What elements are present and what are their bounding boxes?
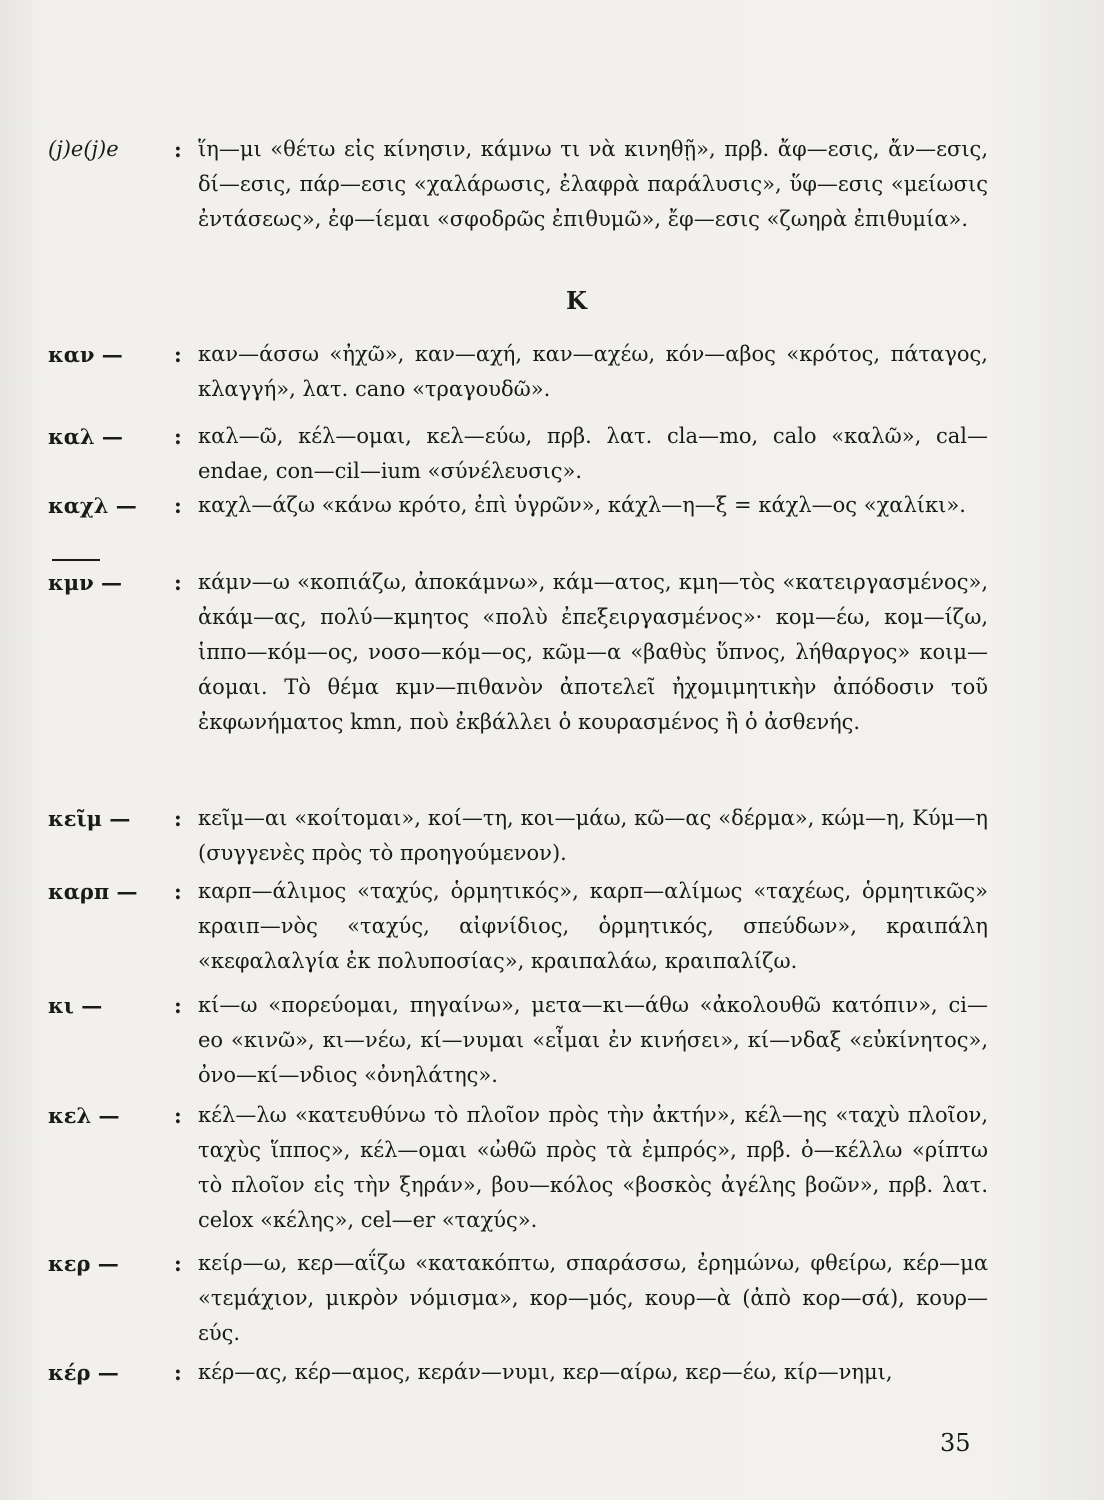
entry-definition: καρπ—άλιμος «ταχύς, ὁρμητικός», καρπ—αλίμως «ταχέως, ὁρμητικῶς» κραιπ—νὸς «ταχύς, αἰφνίδιος, ὁρμητικός, σπεύδων», κραιπάλη «κεφαλαλγία ἐκ πολυποσίας», κραιπαλάω, κραιπαλίζω. [198,879,988,973]
dictionary-entry [48,132,988,237]
dictionary-entry [48,801,988,871]
entry-definition: κεῖμ—αι «κοίτομαι», κοί—τη, κοι—μάω, κῶ—ας «δέρμα», κώμ—η, Κύμ—η (συγγενὲς πρὸς τὸ προηγούμενον). [198,806,988,865]
dictionary-entry [48,488,988,523]
entry-colon: : [174,806,182,831]
entry-colon: : [174,137,182,162]
entry-headword: καν — [48,342,123,367]
dictionary-entry [48,565,988,740]
page-number: 35 [940,1429,971,1457]
entry-colon: : [174,424,182,449]
entry-definition: κάμν—ω «κοπιάζω, ἀποκάμνω», κάμ—ατος, κμη—τὸς «κατειργασμένος», ἀκάμ—ας, πολύ—κμητος «πολὺ ἐπεξειργασμένος»· κομ—έω, κομ—ίζω, ἱππο—κόμ—ος, νοσο—κόμ—ος, κῶμ—α «βαθὺς ὕπνος, λήθαργος» κοιμ—άομαι. Τὸ θέμα κμν—πιθανὸν ἀποτελεῖ ἠχομιμητικὴν ἀπόδοσιν τοῦ ἐκφωνήματος kmn, ποὺ ἐκβάλλει ὁ κουρασμένος ἢ ὁ ἀσθενής. [198,570,988,734]
dictionary-entry [48,1098,988,1238]
dictionary-entry [48,988,988,1093]
entry-colon: : [174,879,182,904]
entry-definition: καλ—ῶ, κέλ—ομαι, κελ—εύω, πρβ. λατ. cla—mo, calo «καλῶ», cal—endae, con—cil—ium «σύνέλευσις». [198,424,988,483]
entry-colon: : [174,570,182,595]
overbar-rule [52,559,100,561]
entry-definition: καν—άσσω «ἠχῶ», καν—αχή, καν—αχέω, κόν—αβος «κρότος, πάταγος, κλαγγή», λατ. cano «τραγουδῶ». [198,342,988,401]
entry-colon: : [174,1251,182,1276]
entry-colon: : [174,342,182,367]
dictionary-entry [48,337,988,407]
dictionary-entry [48,1246,988,1351]
entry-headword: καρπ — [48,879,138,904]
entry-headword: καλ — [48,424,123,449]
dictionary-entry [48,1355,988,1390]
entry-headword: καχλ — [48,493,137,518]
entry-definition: καχλ—άζω «κάνω κρότο, ἐπὶ ὑγρῶν», κάχλ—η—ξ = κάχλ—ος «χαλίκι». [198,493,966,517]
entry-headword: κελ — [48,1103,120,1128]
entry-colon: : [174,1103,182,1128]
entry-headword: κι — [48,993,103,1018]
entry-definition: κέλ—λω «κατευθύνω τὸ πλοῖον πρὸς τὴν ἀκτήν», κέλ—ης «ταχὺ πλοῖον, ταχὺς ἵππος», κέλ—ομαι «ὠθῶ πρὸς τὰ ἐμπρός», πρβ. ὀ—κέλλω «ρίπτω τὸ πλοῖον εἰς τὴν ξηράν», βου—κόλος «βοσκὸς ἀγέλης βοῶν», πρβ. λατ. celox «κέλης», cel—er «ταχύς». [198,1103,988,1232]
entry-headword: κεῖμ — [48,806,131,831]
entry-headword: κερ — [48,1251,119,1276]
entry-definition: κέρ—ας, κέρ—αμος, κεράν—νυμι, κερ—αίρω, κερ—έω, κίρ—νημι, [198,1360,893,1384]
dictionary-entry [48,419,988,489]
entry-colon: : [174,493,182,518]
entry-definition: κί—ω «πορεύομαι, πηγαίνω», μετα—κι—άθω «ἀκολουθῶ κατόπιν», ci—eo «κινῶ», κι—νέω, κί—νυμαι «εἶμαι ἐν κινήσει», κί—νδαξ «εὐκίνητος», ὀνο—κί—νδιος «ὀνηλάτης». [198,993,988,1087]
entry-headword: κέρ — [48,1360,119,1385]
entry-colon: : [174,993,182,1018]
entry-definition: κείρ—ω, κερ—αΐζω «κατακόπτω, σπαράσσω, ἐρημώνω, φθείρω, κέρ—μα «τεμάχιον, μικρὸν νόμισμα», κορ—μός, κουρ—ὰ (ἀπὸ κορ—σά), κουρ—εύς. [198,1251,988,1345]
entry-headword: (j)e(j)e [48,137,119,161]
entry-colon: : [174,1360,182,1385]
section-letter: Κ [566,286,587,315]
dictionary-entry [48,874,988,979]
entry-definition: ἵη—μι «θέτω εἰς κίνησιν, κάμνω τι νὰ κινηθῇ», πρβ. ἄφ—εσις, ἄν—εσις, δί—εσις, πάρ—εσις «χαλάρωσις, ἐλαφρὰ παράλυσις», ὕφ—εσις «μείωσις ἐντάσεως», ἐφ—ίεμαι «σφοδρῶς ἐπιθυμῶ», ἔφ—εσις «ζωηρὰ ἐπιθυμία». [198,137,988,231]
entry-headword: κμν — [48,570,122,595]
